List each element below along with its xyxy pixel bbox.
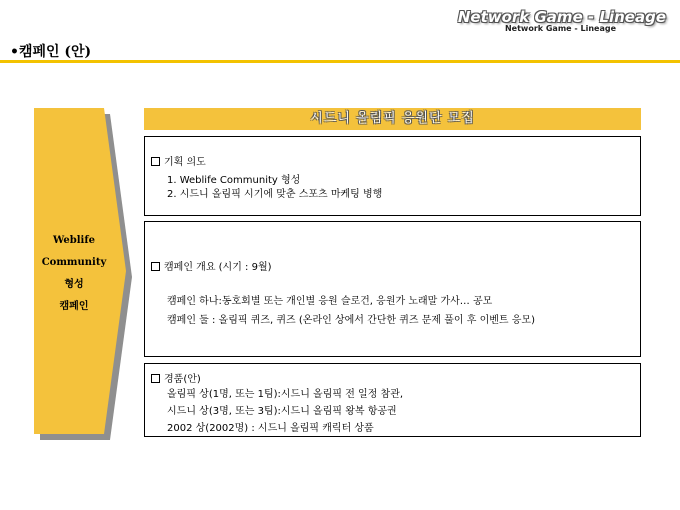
list-item: 2. 시드니 올림픽 시기에 맞춘 스포츠 마케팅 병행 (167, 189, 383, 200)
side-label (34, 230, 114, 318)
section-heading-text: 기획 의도 (164, 157, 206, 168)
list-item: 캠페인 둘 : 올림픽 퀴즈, 퀴즈 (온라인 상에서 간단한 퀴즈 문제 풀이 후 이벤트 응모) (167, 315, 535, 326)
side-label-line: 캠페인 (59, 301, 89, 312)
side-label-line: Community (41, 257, 107, 268)
section-heading-text: 캠페인 개요 (시기 : 9월) (164, 262, 272, 273)
logo-sub: Network Game - Lineage (504, 24, 616, 33)
logo (458, 8, 666, 33)
list-item: 올림픽 상(1명, 또는 1팀):시드니 올림픽 전 일정 참관, (167, 389, 404, 400)
list-item: 캠페인 하나:동호회별 또는 개인별 응원 슬로건, 응원가 노래말 가사… 공모 (167, 296, 493, 307)
list-item: 시드니 상(3명, 또는 3팀):시드니 올림픽 왕복 항공권 (167, 406, 397, 417)
list-item: 1. Weblife Community 형성 (167, 175, 301, 186)
title-rule (0, 60, 680, 63)
side-label-line: Weblife (52, 235, 96, 246)
section-heading (151, 153, 206, 168)
section-heading (151, 258, 272, 273)
section-planning (144, 136, 641, 216)
section-prizes (144, 363, 641, 437)
section-heading-text: 경품(안) (164, 374, 201, 385)
section-overview (144, 221, 641, 357)
banner-title: 시드니 올림픽 응원단 모집 (144, 108, 641, 130)
list-item: 2002 상(2002명) : 시드니 올림픽 캐릭터 상품 (167, 423, 374, 434)
checkbox-icon (151, 262, 160, 271)
checkbox-icon (151, 157, 160, 166)
section-heading (151, 370, 201, 385)
logo-main: Network Game - Lineage (457, 8, 666, 26)
checkbox-icon (151, 374, 160, 383)
side-label-line: 형성 (64, 279, 84, 290)
page-title: •캠페인 (안) (10, 44, 92, 60)
